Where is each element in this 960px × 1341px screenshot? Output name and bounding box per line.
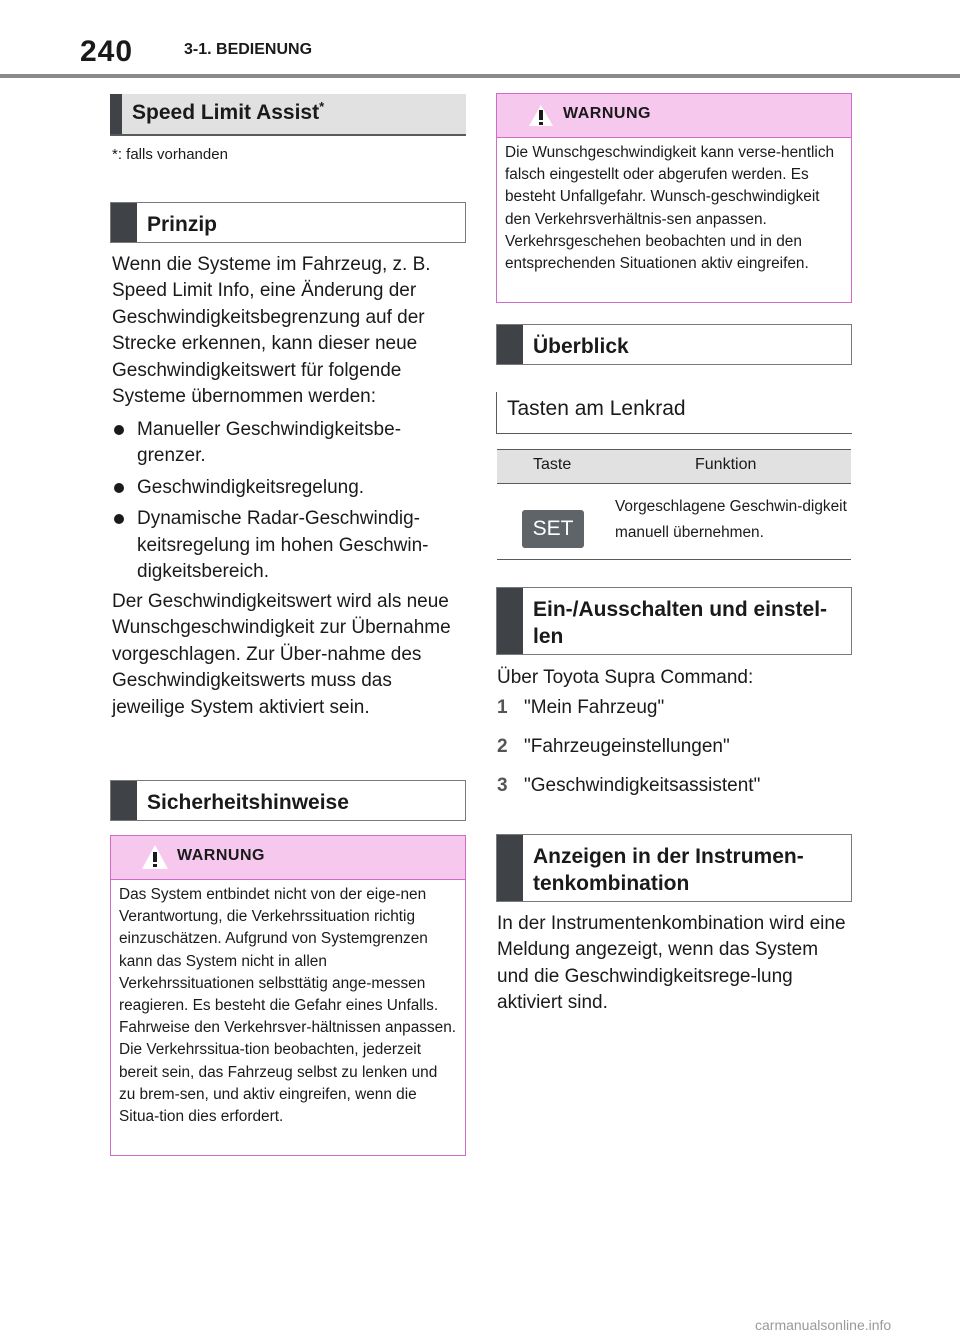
heading-bar	[497, 588, 523, 654]
table-cell-function: Vorgeschlagene Geschwin-digkeit manuell übernehmen.	[615, 498, 847, 541]
heading-bar	[110, 94, 122, 134]
heading-text: Anzeigen in der Instrumen-tenkombination	[533, 845, 804, 895]
heading-overview	[496, 324, 852, 365]
heading-text: Prinzip	[147, 213, 218, 236]
subheading-text: Tasten am Lenkrad	[507, 397, 686, 420]
table-row	[497, 484, 851, 560]
button-table	[497, 449, 851, 560]
display-paragraph: In der Instrumentenkombination wird eine Meldung angezeigt, wenn das System und die Geschwindigkeitsrege-lung aktiviert sind.	[497, 913, 846, 1014]
subheading-buttons	[496, 392, 852, 434]
warning-text: Das System entbindet nicht von der eige-nen Verantwortung, die Verkehrssituation richtig einzuschätzen. Aufgrund von Systemgrenzen kann das System nicht in allen Verkehrssituationen selbsttätig ange-messen reagieren. Es besteht die Gefahr eines Unfalls. Fahrweise den Verkehrsver-hältnissen anpassen. Die Verkehrssitua-tion beobachten, jederzeit bereit sein, das Fahrzeug selbst zu lenken und zu brem-sen, und aktiv eingreifen, wenn die Situa-tion dies erfordert.	[119, 886, 457, 1126]
column-header-key: Taste	[533, 456, 572, 473]
heading-prinzip	[110, 202, 466, 243]
step-text: "Fahrzeugeinstellungen"	[524, 736, 730, 757]
footnote-marker: *	[319, 99, 325, 114]
heading-text: Sicherheitshinweise	[147, 791, 349, 814]
set-button-icon: SET	[522, 510, 584, 548]
step-number: 1	[497, 697, 508, 718]
heading-bar	[497, 325, 523, 364]
warning-box	[110, 835, 466, 1156]
header-divider	[0, 74, 960, 78]
watermark: carmanualsonline.info	[755, 1317, 892, 1333]
warning-text: Die Wunschgeschwindigkeit kann verse-hentlich falsch eingestellt oder abgerufen werden. Es besteht Unfallgefahr. Wunsch-geschwindigkeit den Verkehrsverhältnis-sen anpassen. Verkehrsgeschehen beobachten und in den entsprechenden Situationen aktiv eingreifen.	[505, 144, 835, 273]
section-title	[110, 94, 466, 136]
column-header-function: Funktion	[695, 456, 757, 473]
heading-bar	[111, 781, 137, 820]
step-text: "Mein Fahrzeug"	[524, 697, 665, 718]
footnote: *: falls vorhanden	[112, 146, 228, 163]
heading-text: Überblick	[533, 335, 629, 358]
page-number: 240	[80, 35, 134, 68]
intro-paragraph: Wenn die Systeme im Fahrzeug, z. B. Speed Limit Info, eine Änderung der Geschwindigkeitsbegrenzung auf der Strecke erkennen, kann dieser neue Geschwindigkeitswert für folgende Systeme übernommen werden:	[112, 254, 431, 408]
table-header	[497, 449, 851, 484]
list-item	[497, 697, 853, 736]
heading-onoff	[496, 587, 852, 655]
warning-label: WARNUNG	[177, 847, 265, 864]
warning-header	[497, 94, 851, 138]
command-intro: Über Toyota Supra Command:	[497, 667, 754, 688]
step-number: 3	[497, 775, 508, 796]
proposal-paragraph: Der Geschwindigkeitswert wird als neue Wunschgeschwindigkeit zur Übernahme vorgeschlagen. Zur Über-nahme des Geschwindigkeitswerts muss das jeweilige System aktiviert sein.	[112, 591, 451, 718]
heading-display	[496, 834, 852, 902]
heading-text: Ein-/Ausschalten und einstel-len	[533, 598, 828, 648]
heading-bar	[111, 203, 137, 242]
heading-bar	[497, 835, 523, 901]
step-text: "Geschwindigkeitsassistent"	[524, 775, 761, 796]
warning-box	[496, 93, 852, 303]
list-item: Geschwindigkeitsregelung.	[112, 475, 468, 501]
step-number: 2	[497, 736, 508, 757]
warning-label: WARNUNG	[563, 105, 651, 122]
section-title-text: Speed Limit Assist	[132, 101, 320, 124]
bullet-list	[112, 417, 468, 590]
chapter-title: 3-1. BEDIENUNG	[184, 41, 313, 58]
list-item	[497, 775, 853, 814]
page-header	[0, 0, 960, 78]
warning-header	[111, 836, 465, 880]
list-item	[497, 736, 853, 775]
heading-safety	[110, 780, 466, 821]
warning-triangle-icon	[141, 844, 169, 870]
list-item: Dynamische Radar-Geschwindig-keitsregelung im hohen Geschwin-digkeitsbereich.	[112, 506, 468, 585]
step-list	[497, 697, 853, 814]
list-item: Manueller Geschwindigkeitsbe-grenzer.	[112, 417, 468, 470]
warning-triangle-icon	[527, 102, 555, 128]
